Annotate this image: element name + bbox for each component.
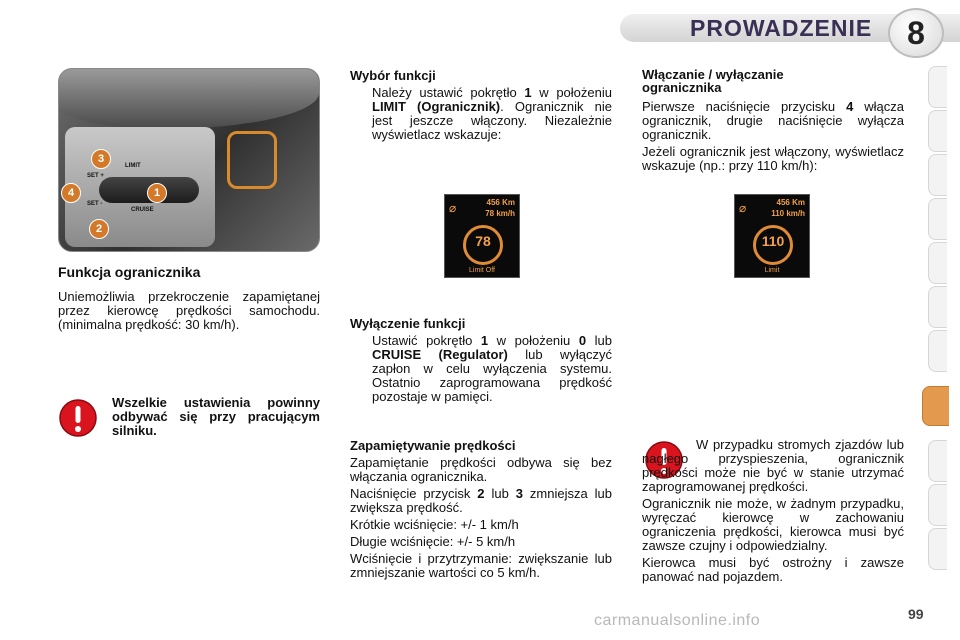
- display-status: Limit Off: [469, 267, 495, 274]
- text-fragment: . Ogranicznik nie jest jeszcze włączony. Niezależnie wyświetlacz wskazuje:: [372, 99, 612, 142]
- funkcja-body: Uniemożliwia przekroczenie zapamiętanej przez kierowcę prędkości samochodu. (minimalna prędkość: 30 km/h).: [58, 289, 320, 332]
- paragraph: [642, 100, 904, 142]
- display-speed: 110 km/h: [771, 209, 805, 218]
- paragraph: [350, 487, 612, 515]
- paragraph: Ogranicznik nie może, w żadnym przypadku, wyręczać kierowcę w zachowaniu ograniczenia prędkości, kierowca musi być zawsze czujny i odpowiedzialny.: [642, 496, 904, 553]
- text-fragment: w położeniu: [531, 85, 612, 100]
- text-fragment: Ustawić pokrętło: [372, 333, 481, 348]
- speedometer-icon: ⌀: [739, 201, 747, 215]
- section-title-zapamietywanie: Zapamiętywanie prędkości: [350, 438, 516, 453]
- warning-engine-running: Wszelkie ustawienia powinny odbywać się przy pracującym silniku.: [112, 395, 320, 438]
- chapter-tab[interactable]: [928, 66, 947, 108]
- text-bold: CRUISE (Regulator): [372, 347, 508, 362]
- text-bold: 3: [515, 486, 523, 501]
- section-title-wylaczenie: Wyłączenie funkcji: [350, 316, 466, 331]
- chapter-tabs: [928, 66, 950, 576]
- text-fragment: lub: [586, 333, 612, 348]
- section-title-funkcja: Funkcja ogranicznika: [58, 264, 201, 280]
- section-title-wlaczanie: Włączanie / wyłączanie ogranicznika: [642, 67, 784, 95]
- chapter-tab[interactable]: [928, 198, 947, 240]
- chapter-number: 8: [888, 8, 944, 58]
- paragraph: W przypadku stromych zjazdów lub nagłego przyspieszenia, ogranicznik prędkości może nie być w stanie utrzymać zaprogramowanej prędkości.: [642, 437, 904, 494]
- display-limit-off: [444, 194, 520, 278]
- paragraph: Jeżeli ogranicznik jest włączony, wyświetlacz wskazuje (np.: przy 110 km/h):: [642, 144, 904, 173]
- highlight-frame: [227, 131, 277, 189]
- text-bold: 1: [480, 333, 489, 348]
- chapter-tab[interactable]: [928, 286, 947, 328]
- warning-icon: [58, 398, 98, 438]
- paragraph: Długie wciśnięcie: +/- 5 km/h: [350, 534, 516, 549]
- wylaczenie-body: [372, 334, 612, 404]
- display-value: 110: [761, 233, 785, 249]
- lever-label-set-minus: SET -: [87, 201, 103, 207]
- wybor-body: [372, 86, 612, 142]
- chapter-title: PROWADZENIE: [690, 15, 873, 41]
- paragraph: Kierowca musi być ostrożny i zawsze panować nad pojazdem.: [642, 555, 904, 584]
- callout-4: 4: [61, 183, 81, 203]
- chapter-tab[interactable]: [928, 528, 947, 570]
- paragraph: Krótkie wciśnięcie: +/- 1 km/h: [350, 517, 519, 532]
- text-fragment: Należy ustawić pokrętło: [372, 85, 525, 100]
- text-fragment: w położeniu: [488, 333, 579, 348]
- display-limit-on: [734, 194, 810, 278]
- wlaczanie-body: [642, 100, 904, 176]
- text-fragment: lub: [484, 486, 516, 501]
- chapter-tab[interactable]: [928, 440, 947, 482]
- display-value: 78: [475, 233, 491, 249]
- chapter-tab[interactable]: [928, 154, 947, 196]
- text-bold: 2: [477, 486, 485, 501]
- callout-3: 3: [91, 149, 111, 169]
- page-number: 99: [908, 606, 924, 622]
- display-status: Limit: [764, 267, 780, 274]
- speedometer-icon: ⌀: [449, 201, 457, 215]
- chapter-tab[interactable]: [928, 330, 947, 372]
- zapamietywanie-body: [350, 456, 612, 583]
- lever-photo: [58, 68, 320, 252]
- page-header: [0, 0, 960, 56]
- chapter-tab-active[interactable]: [922, 386, 949, 426]
- paragraph: Wciśnięcie i przytrzymanie: zwiększanie lub zmniejszanie wartości co 5 km/h.: [350, 551, 612, 580]
- text-fragment: lub wyłączyć zapłon w celu wyłączenia systemu. Ostatnio zaprogramowana prędkość pozostaje w pamięci.: [372, 347, 613, 404]
- paragraph: Zapamiętanie prędkości odbywa się bez włączania ogranicznika.: [350, 455, 612, 484]
- display-distance: 456 Km: [486, 198, 515, 207]
- text-fragment: Pierwsze naciśnięcie przycisku: [642, 99, 847, 114]
- dashboard-area: [59, 69, 319, 129]
- display-speed: 78 km/h: [485, 209, 515, 218]
- display-distance: 456 Km: [776, 198, 805, 207]
- chapter-tab[interactable]: [928, 242, 947, 284]
- warning-steep-descent: [642, 438, 904, 587]
- lever-label-set-plus: SET +: [87, 173, 104, 179]
- chapter-tab[interactable]: [928, 484, 947, 526]
- text-fragment: zmniejsza lub zwiększa prędkość.: [350, 486, 612, 515]
- watermark: carmanualsonline.info: [594, 612, 761, 629]
- text-bold: 4: [846, 99, 854, 114]
- text-bold: LIMIT (Ogranicznik): [372, 99, 501, 114]
- lever-label-cruise: CRUISE: [131, 207, 154, 213]
- callout-1: 1: [147, 183, 167, 203]
- callout-2: 2: [89, 219, 109, 239]
- lever-label-limit: LIMIT: [125, 163, 141, 169]
- chapter-tab[interactable]: [928, 110, 947, 152]
- text-bold: 0: [578, 333, 587, 348]
- text-fragment: Naciśnięcie przycisk: [350, 486, 478, 501]
- text-bold: 1: [524, 85, 532, 100]
- section-title-wybor: Wybór funkcji: [350, 68, 436, 83]
- text-fragment: włącza ogranicznik, drugie naciśnięcie wyłącza ogranicznik.: [642, 99, 904, 142]
